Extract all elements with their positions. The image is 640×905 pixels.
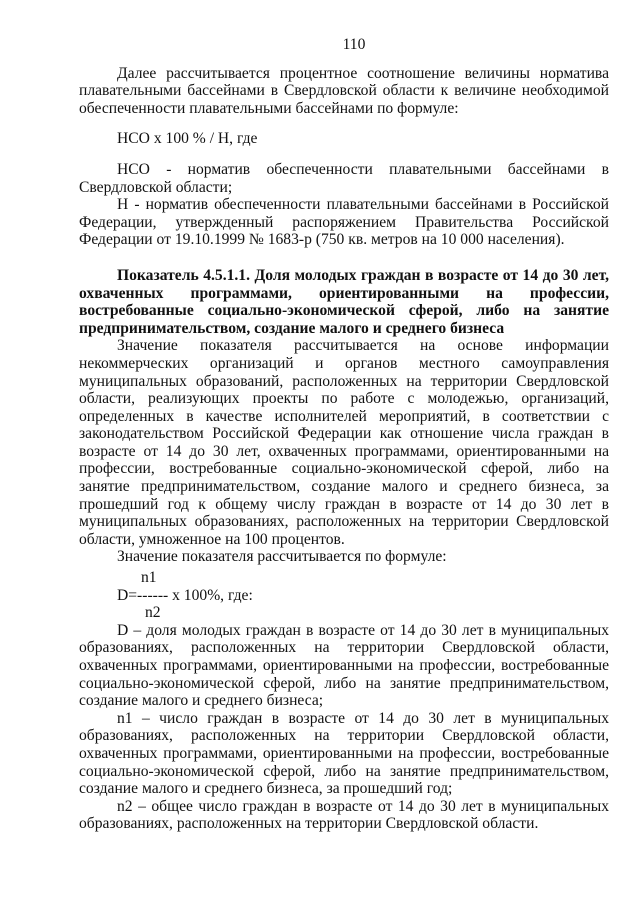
paragraph-intro: Далее рассчитывается процентное соотношение величины норматива плавательными бассейнами в Свердловской области к величине необходимой обеспеченности плавательными бассейнами по формуле: (79, 64, 609, 117)
paragraph-nso-definition: НСО - норматив обеспеченности плавательными бассейнами в Свердловской области; (79, 160, 609, 196)
paragraph-formula-intro: Значение показателя рассчитывается по формуле: (117, 548, 447, 566)
paragraph-n1-definition: n1 – число граждан в возрасте от 14 до 30 лет в муниципальных образованиях, расположенных на территории Свердловской области, охваченных программами, ориентированными на профессии, востребованные социально-экономической сферой, либо на занятие предпринимательством, создание малого и среднего бизнеса, за прошедший год; (79, 709, 609, 798)
paragraph-n2-definition: n2 – общее число граждан в возрасте от 14 до 30 лет в муниципальных образованиях, расположенных на территории Свердловской области. (79, 797, 609, 833)
paragraph-indicator-description: Значение показателя рассчитывается на основе информации некоммерческих организаций и органов местного самоуправления муниципальных образований, расположенных на территории Свердловской области, реализующих проекты по работе с молодежью, организаций, определенных в качестве исполнителей мероприятий, в соответствии с законодательством Российской Федерации как отношение числа граждан в возрасте от 14 до 30 лет, охваченных программами, ориентированными на профессии, востребованные социально-экономической сферой, либо на занятие предпринимательством, создание малого и среднего бизнеса, за прошедший год к общему числу граждан в возрасте от 14 до 30 лет в муниципальных образованиях, расположенных на территории Свердловской области, умноженное на 100 процентов. (79, 337, 609, 548)
paragraph-n-definition: Н - норматив обеспеченности плавательными бассейнами в Российской Федерации, утвержденный распоряжением Правительства Российской Федерации от 19.10.1999 № 1683-р (750 кв. метров на 10 000 населения). (79, 196, 609, 249)
formula-denominator: n2 (145, 604, 161, 622)
formula-numerator: n1 (141, 569, 157, 587)
indicator-heading: Показатель 4.5.1.1. Доля молодых граждан в возрасте от 14 до 30 лет, охваченных программами, ориентированными на профессии, востребованные социально-экономической сферой, либо на занятие предпринимательством, создание малого и среднего бизнеса (79, 266, 609, 337)
formula-main: D=------ х 100%, где: (117, 586, 253, 604)
page-number: 110 (342, 36, 366, 53)
paragraph-d-definition: D – доля молодых граждан в возрасте от 14 до 30 лет в муниципальных образованиях, расположенных на территории Свердловской области, охваченных программами, ориентированными на профессии, востребованные социально-экономической сферой, либо на занятие предпринимательством, создание малого и среднего бизнеса; (79, 621, 609, 710)
formula-nso: НСО х 100 % / Н, где (117, 130, 258, 148)
